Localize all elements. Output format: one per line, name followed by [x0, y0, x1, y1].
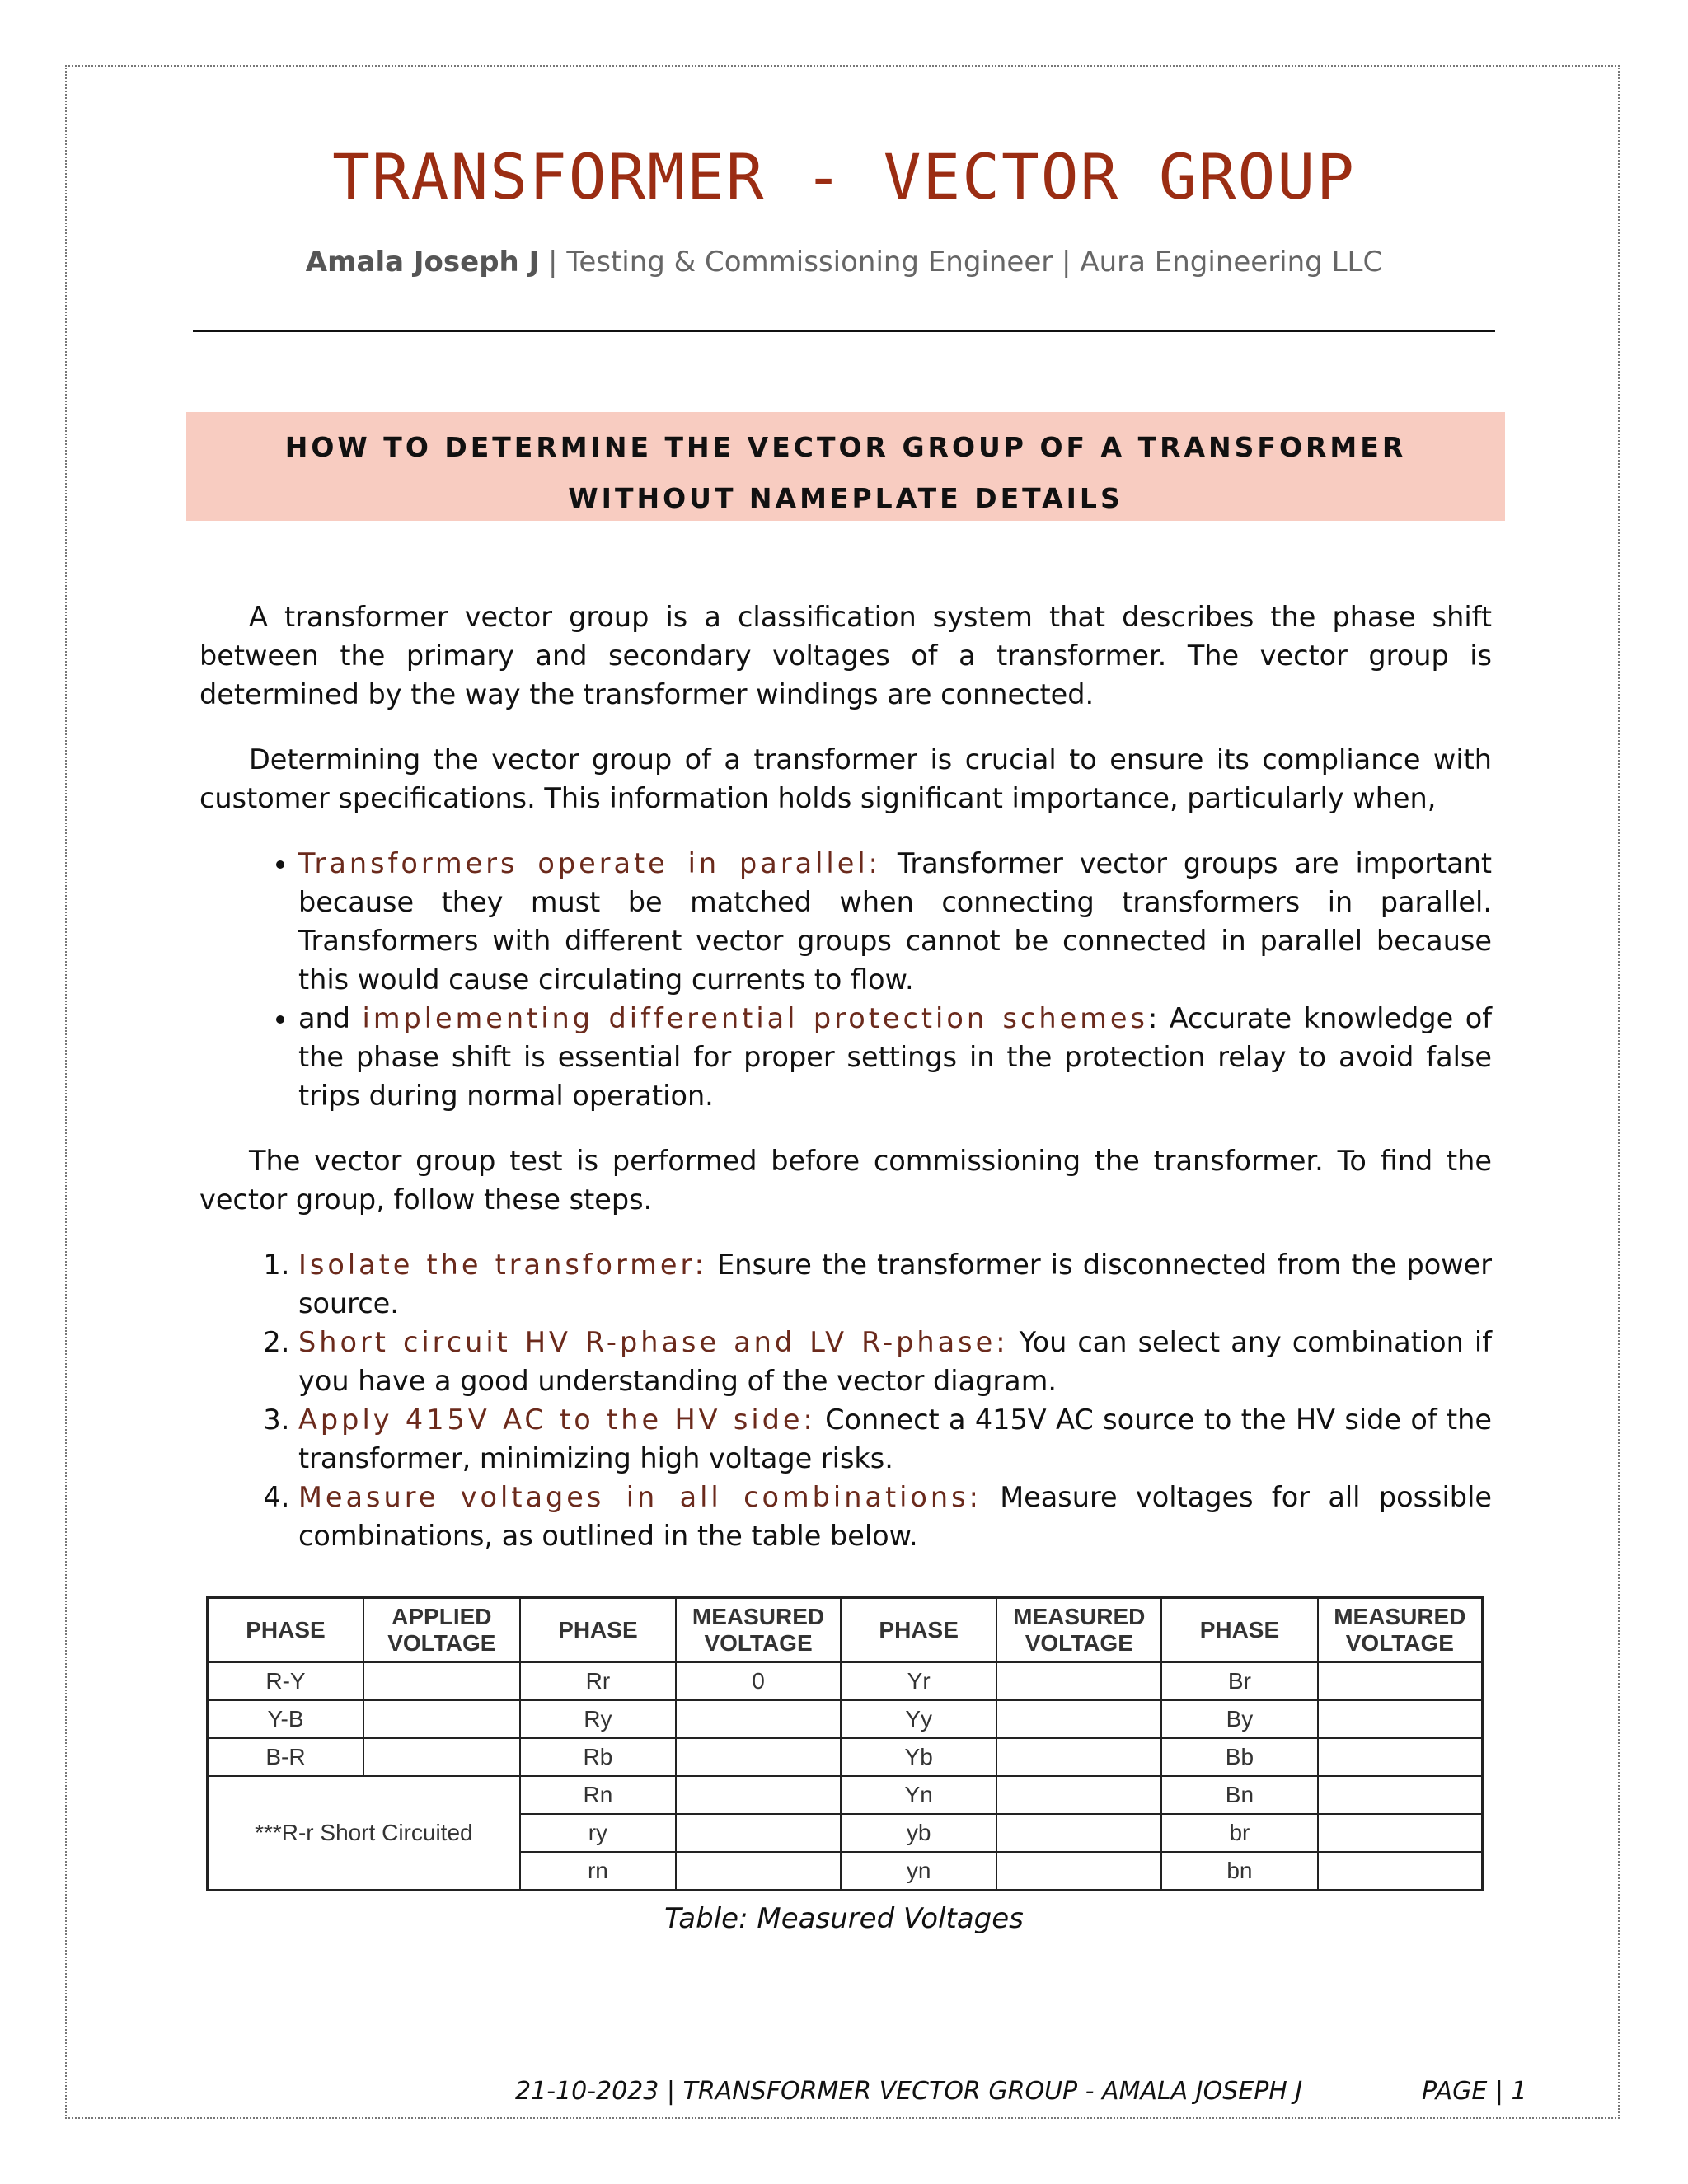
byline-separator: |: [1053, 246, 1081, 279]
step-title: Measure voltages in all combinations:: [298, 1481, 982, 1513]
table-cell: rn: [520, 1852, 676, 1891]
table-cell: [1318, 1814, 1483, 1852]
step-title: Short circuit HV R-phase and LV R-phase:: [298, 1326, 1009, 1358]
column-header: PHASE: [1161, 1598, 1317, 1663]
table-cell: B-R: [208, 1738, 363, 1776]
column-header: APPLIED VOLTAGE: [363, 1598, 520, 1663]
table-cell: [1318, 1662, 1483, 1700]
column-header: MEASURED VOLTAGE: [676, 1598, 841, 1663]
column-header: PHASE: [520, 1598, 676, 1663]
step-item: 4. Measure voltages in all combinations: Measure voltages for all possible combinations, as outlined in the table below.: [298, 1478, 1492, 1555]
table-cell: 0: [676, 1662, 841, 1700]
table-cell: [363, 1738, 520, 1776]
table-cell: ry: [520, 1814, 676, 1852]
table-cell: [996, 1662, 1161, 1700]
measured-voltages-table: [206, 1596, 1484, 1891]
steps-list: [199, 1245, 1492, 1555]
step-item: 1. Isolate the transformer: Ensure the transformer is disconnected from the power source.: [298, 1245, 1492, 1323]
short-circuit-note: ***R-r Short Circuited: [208, 1776, 520, 1891]
table-cell: [996, 1814, 1161, 1852]
table-row: [208, 1700, 1483, 1738]
author-role: Testing & Commissioning Engineer: [566, 246, 1053, 279]
table-header-row: [208, 1598, 1483, 1663]
table-cell: [996, 1738, 1161, 1776]
body-content: [199, 598, 1492, 1582]
paragraph-test: The vector group test is performed before commissioning the transformer. To find the vector group, follow these steps.: [199, 1145, 1492, 1216]
table-cell: Yy: [841, 1700, 996, 1738]
title-divider: [193, 330, 1495, 332]
table-caption: Table: Measured Voltages: [664, 1902, 1024, 1935]
table-cell: R-Y: [208, 1662, 363, 1700]
list-item: • and implementing differential protection schemes: Accurate knowledge of the phase shift is essential for proper settings in the protection relay to avoid false trips during normal operation.: [298, 999, 1492, 1115]
table-cell: Rn: [520, 1776, 676, 1814]
table-row: [208, 1738, 1483, 1776]
table-cell: Ry: [520, 1700, 676, 1738]
table-cell: [363, 1662, 520, 1700]
page-footer: 21-10-2023 | TRANSFORMER VECTOR GROUP - AMALA JOSEPH J: [515, 2077, 1303, 2106]
table-cell: Yb: [841, 1738, 996, 1776]
column-header: PHASE: [208, 1598, 363, 1663]
table-cell: Rb: [520, 1738, 676, 1776]
paragraph-importance: Determining the vector group of a transformer is crucial to ensure its compliance with customer specifications. This information holds significant importance, particularly when,: [199, 743, 1492, 814]
column-header: PHASE: [841, 1598, 996, 1663]
table-cell: [676, 1852, 841, 1891]
table-cell: [996, 1700, 1161, 1738]
table-cell: [676, 1700, 841, 1738]
table-cell: [676, 1776, 841, 1814]
paragraph-intro: A transformer vector group is a classification system that describes the phase shift between the primary and secondary voltages of a transformer. The vector group is determined by the way the transformer windings are connected.: [199, 601, 1492, 710]
author-byline: [0, 246, 1688, 279]
table-cell: Br: [1161, 1662, 1317, 1700]
column-header: MEASURED VOLTAGE: [996, 1598, 1161, 1663]
table-cell: [1318, 1738, 1483, 1776]
table-row: [208, 1662, 1483, 1700]
table-cell: [996, 1776, 1161, 1814]
table-cell: Yn: [841, 1776, 996, 1814]
table-cell: [676, 1814, 841, 1852]
table-cell: [1318, 1776, 1483, 1814]
table-cell: [1318, 1700, 1483, 1738]
table-cell: Rr: [520, 1662, 676, 1700]
table-cell: bn: [1161, 1852, 1317, 1891]
column-header: MEASURED VOLTAGE: [1318, 1598, 1483, 1663]
table-cell: [363, 1700, 520, 1738]
step-item: 2. Short circuit HV R-phase and LV R-phase: You can select any combination if you have a good understanding of the vector diagram.: [298, 1323, 1492, 1400]
list-item: • Transformers operate in parallel: Transformer vector groups are important because they must be matched when connecting transformers in parallel. Transformers with different vector groups cannot be connected in parallel because this would cause circulating currents to flow.: [298, 844, 1492, 999]
step-title: Isolate the transformer:: [298, 1249, 707, 1281]
table-cell: Y-B: [208, 1700, 363, 1738]
table-cell: By: [1161, 1700, 1317, 1738]
table-cell: Bb: [1161, 1738, 1317, 1776]
byline-separator: |: [539, 246, 567, 279]
table-cell: yn: [841, 1852, 996, 1891]
step-title: Apply 415V AC to the HV side:: [298, 1404, 816, 1436]
banner-line-2: WITHOUT NAMEPLATE DETAILS: [568, 482, 1123, 514]
table-cell: Bn: [1161, 1776, 1317, 1814]
table-cell: yb: [841, 1814, 996, 1852]
author-company: Aura Engineering LLC: [1080, 246, 1383, 279]
banner-line-1: HOW TO DETERMINE THE VECTOR GROUP OF A TRANSFORMER: [284, 431, 1407, 463]
table-cell: br: [1161, 1814, 1317, 1852]
highlight-term: Transformers operate in parallel:: [298, 847, 881, 879]
step-item: 3. Apply 415V AC to the HV side: Connect a 415V AC source to the HV side of the transformer, minimizing high voltage risks.: [298, 1400, 1492, 1478]
highlight-term: implementing differential protection schemes: [362, 1002, 1148, 1034]
table-cell: [1318, 1852, 1483, 1891]
table-cell: Yr: [841, 1662, 996, 1700]
table-cell: [676, 1738, 841, 1776]
author-name: Amala Joseph J: [305, 246, 540, 279]
document-title: TRANSFORMER - VECTOR GROUP: [332, 140, 1356, 213]
importance-list: [199, 844, 1492, 1115]
section-banner: [186, 412, 1505, 521]
page-number: PAGE | 1: [1422, 2077, 1527, 2106]
table-row: [208, 1776, 1483, 1814]
table-cell: [996, 1852, 1161, 1891]
